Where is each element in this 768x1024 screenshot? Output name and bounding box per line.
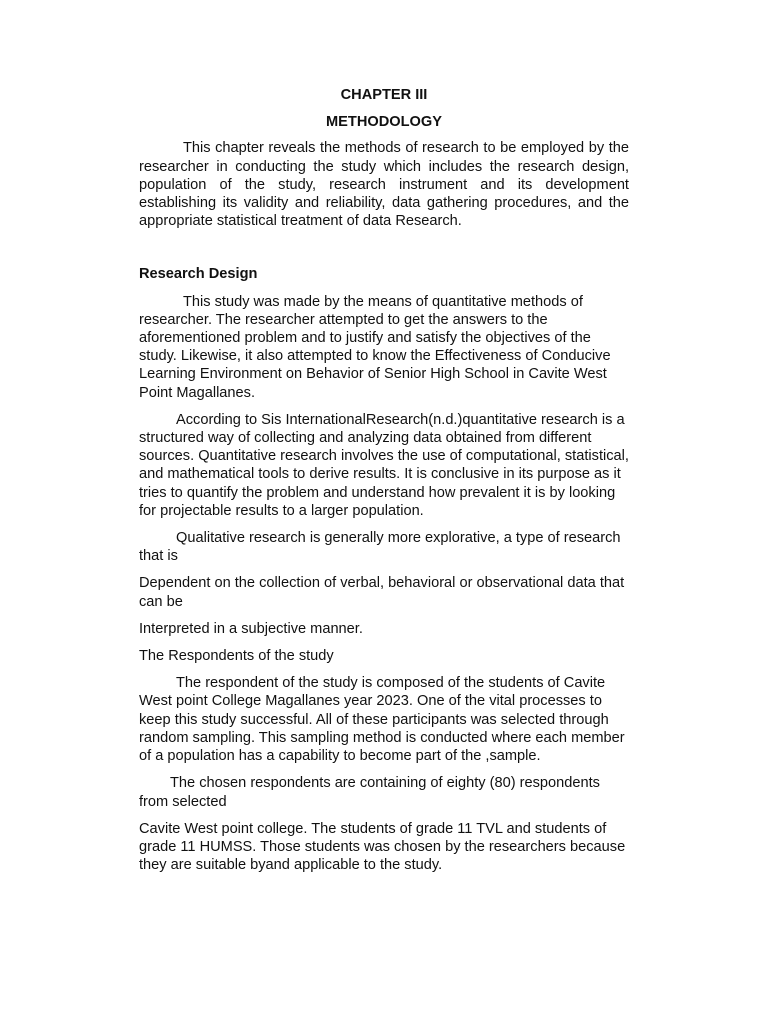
research-design-paragraph-3: Qualitative research is generally more explorative, a type of research that is xyxy=(139,530,621,565)
research-design-paragraph-2: According to Sis InternationalResearch(n.d.)quantitative research is a structured way of collecting and analyzing data obtained from different sources. Quantitative research involves the use of computational, statistical, and mathematical tools to derive results. It is conclusive in its purpose as it tries to quantify the problem and understand how prevalent it is by looking for projectable results to a larger population. xyxy=(139,411,629,519)
intro-paragraph: This chapter reveals the methods of research to be employed by the researcher in conducting the study which includes the research design, population of the study, research instrument and its development establishing its validity and reliability, data gathering procedures, and the appropriate statistical treatment of data Research. xyxy=(139,140,629,230)
respondents-heading: The Respondents of the study xyxy=(139,648,334,665)
research-design-heading: Research Design xyxy=(139,266,258,283)
section-title: METHODOLOGY xyxy=(326,114,442,131)
respondents-paragraph-1: The respondent of the study is composed of the students of Cavite West point College Magallanes year 2023. One of the vital processes to keep this study successful. All of these participants was selected through random sampling. This sampling method is conducted where each member of a population has a capability to become part of the ,sample. xyxy=(139,675,625,765)
research-design-paragraph-1: This study was made by the means of quantitative methods of researcher. The researcher attempted to get the answers to the aforementioned problem and to justify and satisfy the objectives of the study. Likewise, it also attempted to know the Effectiveness of Conducive Learning Environment on Behavior of Senior High School in Cavite West Point Magallanes. xyxy=(139,293,611,401)
respondents-paragraph-3: Cavite West point college. The students of grade 11 TVL and students of grade 11 HUMSS. Those students was chosen by the researchers because they are suitable byand applicable to the study. xyxy=(139,820,626,874)
research-design-paragraph-5: Interpreted in a subjective manner. xyxy=(139,620,363,637)
document-page xyxy=(139,86,629,883)
respondents-paragraph-2: The chosen respondents are containing of eighty (80) respondents from selected xyxy=(139,775,600,810)
research-design-paragraph-4: Dependent on the collection of verbal, behavioral or observational data that can be xyxy=(139,575,625,610)
chapter-title: CHAPTER III xyxy=(340,87,428,103)
